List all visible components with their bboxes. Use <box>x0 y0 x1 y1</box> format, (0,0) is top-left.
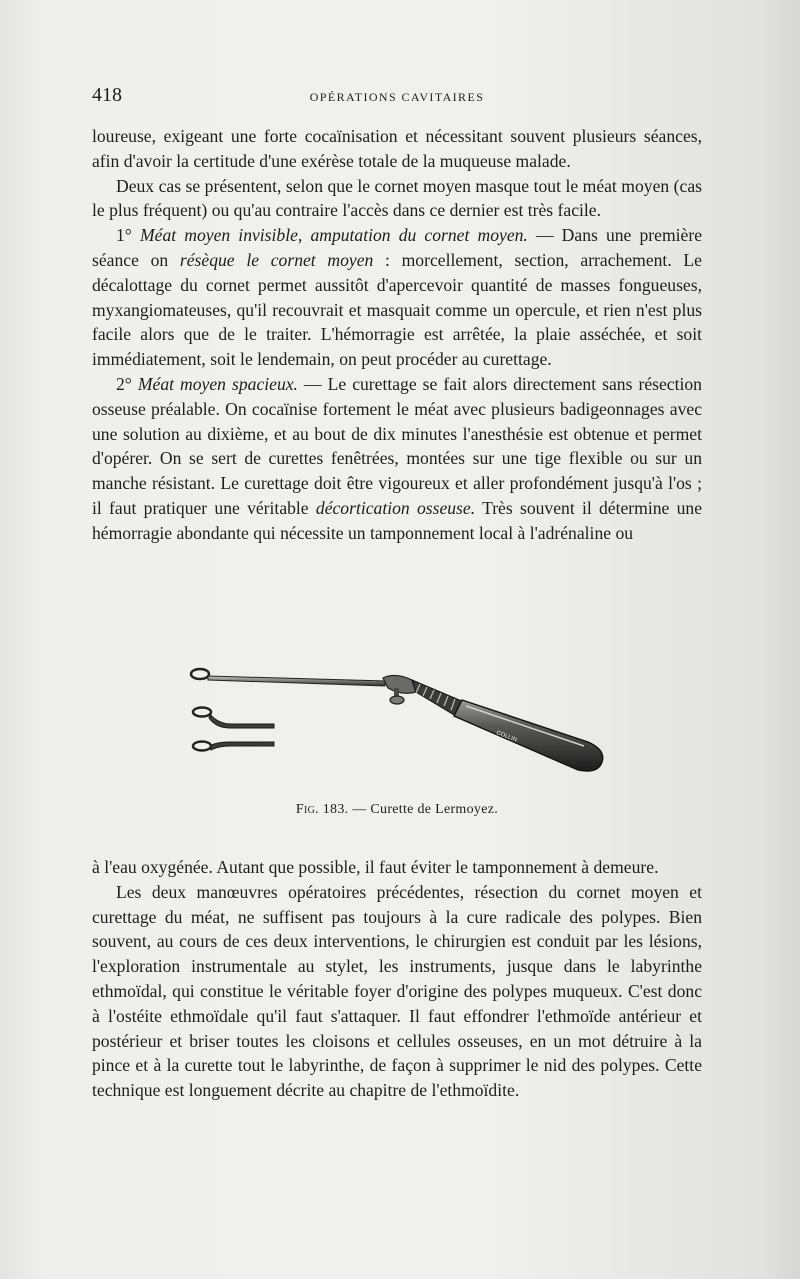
case-one-text-b: : morcellement, section, arrachement. Le décalottage du cornet permet aussitôt d'apercevoir quantité de masses fongueuses, myxangiomateuses, qu'il recouvrait et masquait comme un opercule, et rien n'est plus facile alors que de le traiter. L'hémorragie est arrêtée, la plaie asséchée, et soit immédiatement, soit le lendemain, on peut procéder au curettage. <box>92 249 702 370</box>
case-two-emphasis: décortication osseuse. <box>315 497 476 518</box>
figure-curette-illustration <box>180 658 620 788</box>
paragraph-ethmoid: Les deux manœuvres opératoires précédentes, résection du cornet moyen et curettage du méat, ne suffisent pas toujours à la cure radicale des polypes. Bien souvent, au cours de ces deux interventions, le chirurgien est conduit par les lésions, l'exploration instrumentale au stylet, les instruments, jusque dans le labyrinthe ethmoïdal, qui constitue le véritable foyer d'origine des polypes muqueux. C'est donc à l'ostéite ethmoïdale qu'il faut s'attaquer. Il faut effondrer l'ethmoïde antérieur et postérieur et briser toutes les cloisons et cellules osseuses, en un mot détruire à la pince et à la curette tout le labyrinthe, de façon à supprimer le nid des polypes. Cette technique est longuement décrite au chapitre de l'ethmoïdite. <box>92 881 702 1101</box>
figure-label: Fig. 183. <box>295 802 349 817</box>
paragraph-case-two <box>92 372 702 546</box>
paragraph-oxygenated-water: à l'eau oxygénée. Autant que possible, il faut éviter le tamponnement à demeure. <box>92 857 659 877</box>
running-head: OPÉRATIONS CAVITAIRES <box>309 90 485 104</box>
case-one-number: 1° <box>116 225 132 246</box>
body-text-bottom <box>92 855 702 1103</box>
curette-rod <box>208 676 385 686</box>
spare-tip-upper-shaft <box>209 714 274 728</box>
spare-tip-lower-loop <box>193 742 211 751</box>
case-two-heading: Méat moyen spacieux. <box>137 373 298 394</box>
curette-drawing <box>180 658 620 788</box>
case-one-text-a: — Dans une première séance on <box>92 225 703 270</box>
case-two-text-b: Très souvent il détermine une hémorragie abondante qui nécessite un tamponnement local à l'adrénaline ou <box>92 497 703 543</box>
paragraph-case-one <box>92 223 702 372</box>
curette-collar <box>383 675 416 693</box>
page-number: 418 <box>92 84 122 106</box>
paragraph-two-cases: Deux cas se présentent, selon que le cornet moyen masque tout le méat moyen (cas le plus fréquent) ou qu'au contraire l'accès dans ce dernier est très facile. <box>92 175 702 221</box>
curette-loop-tip <box>191 669 209 679</box>
figure-caption <box>92 802 702 818</box>
case-two-number: 2° <box>116 373 132 394</box>
case-two-text-a: — Le curettage se fait alors directement sans résection osseuse préalable. On cocaïnise fortement le méat avec plusieurs badigeonnages avec une solution au dixième, et au bout de dix minutes l'anesthésie est obtenue et permet d'opérer. On se sert de curettes fenêtrées, montées sur une tige flexible ou sur un manche résistant. Le curettage doit être vigoureux et aller profondément jusqu'à l'os ; il faut pratiquer une véritable <box>92 373 702 518</box>
page-header <box>92 84 702 112</box>
handle-engraving: COLLIN <box>495 730 518 744</box>
case-one-heading: Méat moyen invisible, amputation du cornet moyen. <box>139 225 528 246</box>
figure-title: — Curette de Lermoyez. <box>352 802 499 817</box>
spare-tip-lower-shaft <box>210 742 274 750</box>
curette-screw-knob <box>390 696 404 704</box>
body-text-top <box>92 124 702 546</box>
case-one-emphasis: résèque le cornet moyen <box>179 249 374 270</box>
curette-handle <box>454 700 603 771</box>
paragraph-continuation: loureuse, exigeant une forte cocaïnisation et nécessitant souvent plusieurs séances, afin d'avoir la certitude d'une exérèse totale de la muqueuse malade. <box>92 126 702 171</box>
spare-tip-upper-loop <box>193 708 211 717</box>
